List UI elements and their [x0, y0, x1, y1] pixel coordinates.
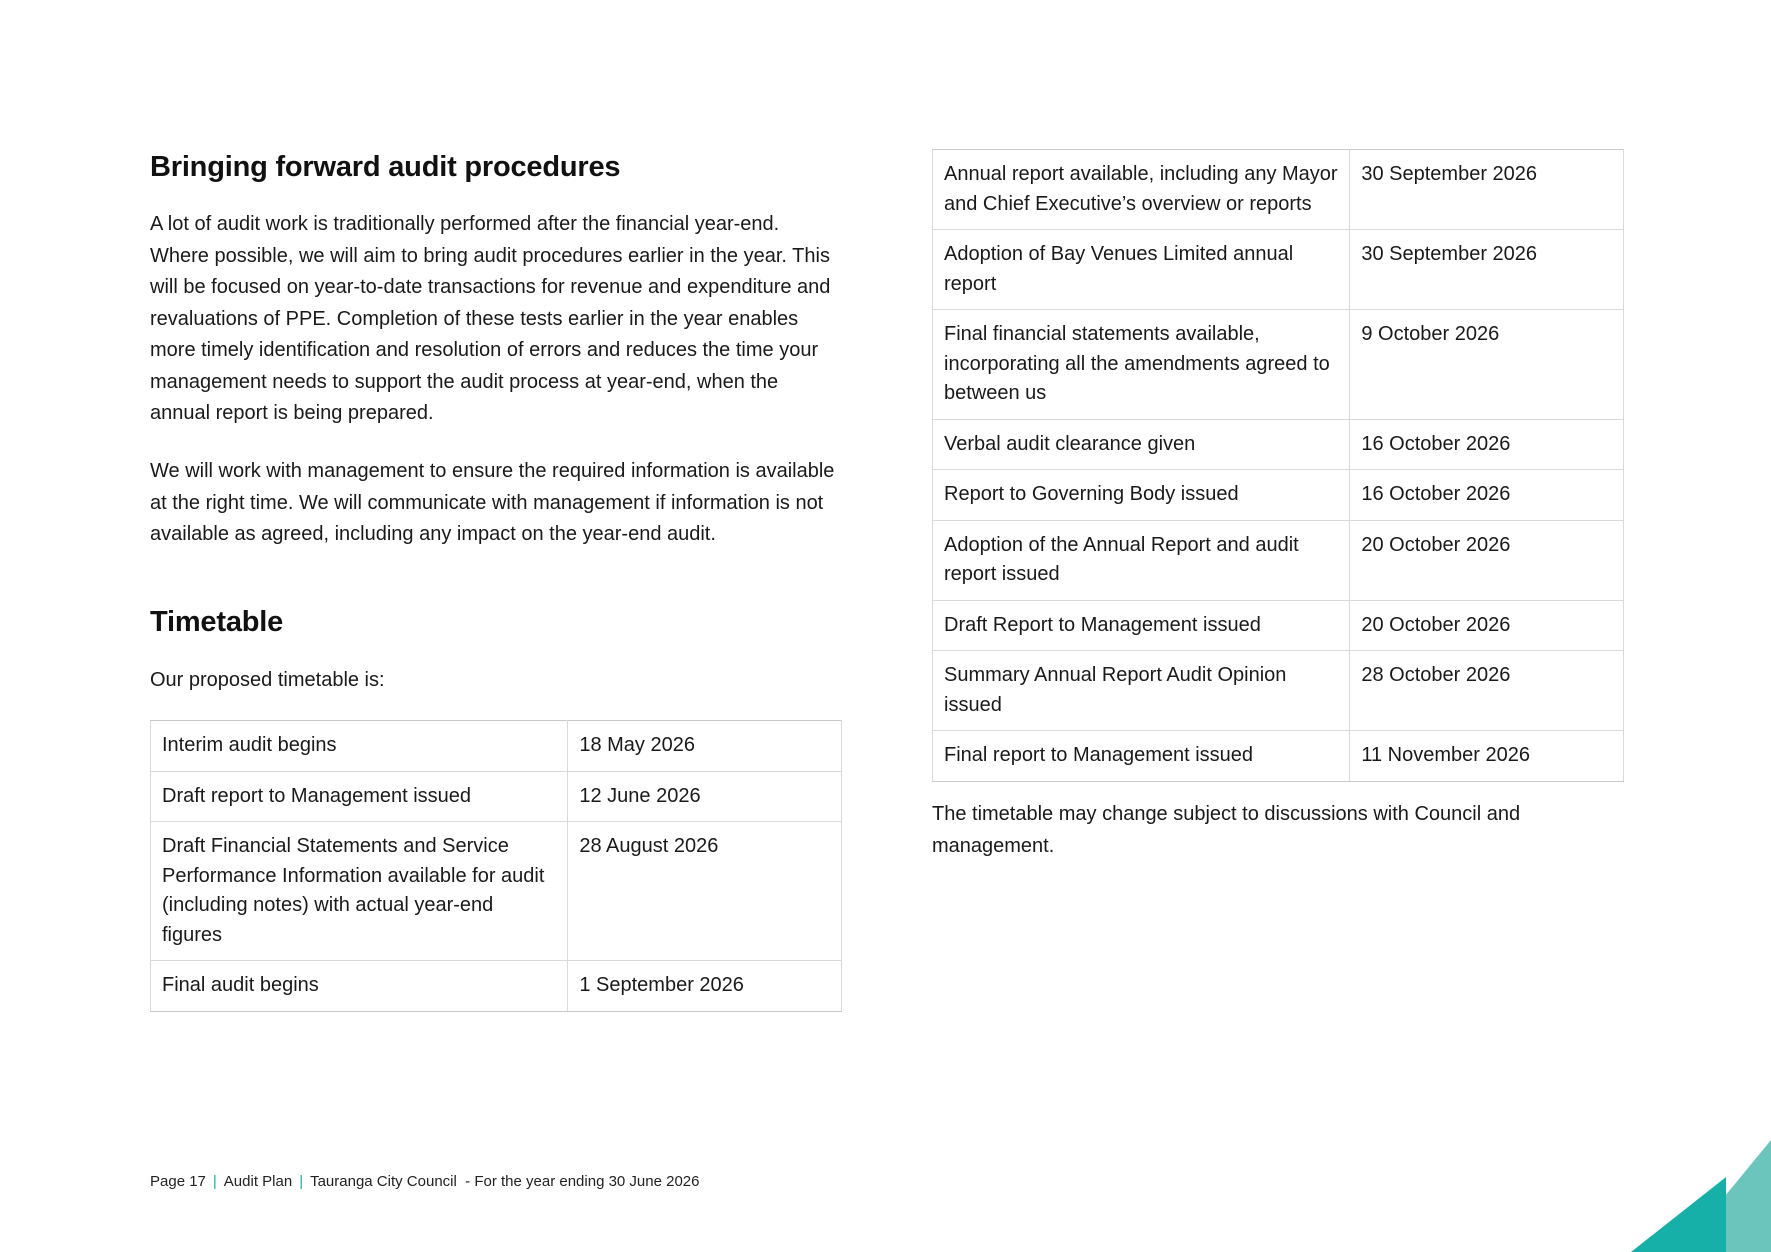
table-row	[933, 470, 1624, 521]
event-cell: Final financial statements available, incorporating all the amendments agreed to between us	[933, 310, 1350, 420]
event-cell: Annual report available, including any Mayor and Chief Executive’s overview or reports	[933, 150, 1350, 230]
table-row	[151, 771, 842, 822]
date-cell: 12 June 2026	[568, 771, 842, 822]
corner-triangle-dark	[1631, 1177, 1726, 1252]
event-cell: Adoption of Bay Venues Limited annual report	[933, 230, 1350, 310]
footer-separator: |	[299, 1173, 304, 1190]
timetable-table-left	[150, 720, 842, 1012]
event-cell: Final audit begins	[151, 961, 568, 1012]
event-cell: Draft Financial Statements and Service Performance Information available for audit (including notes) with actual year-end figures	[151, 822, 568, 961]
table-row	[933, 230, 1624, 310]
table-row	[151, 822, 842, 961]
event-cell: Report to Governing Body issued	[933, 470, 1350, 521]
date-cell: 28 October 2026	[1350, 651, 1624, 731]
event-cell: Final report to Management issued	[933, 731, 1350, 782]
date-cell: 11 November 2026	[1350, 731, 1624, 782]
footer-page-number: Page 17	[150, 1173, 206, 1190]
date-cell: 28 August 2026	[568, 822, 842, 961]
date-cell: 30 September 2026	[1350, 150, 1624, 230]
section-heading-timetable: Timetable	[150, 606, 284, 638]
table-row	[933, 310, 1624, 420]
event-cell: Draft report to Management issued	[151, 771, 568, 822]
page-footer	[150, 1173, 700, 1190]
footer-document-title: Audit Plan	[223, 1173, 293, 1190]
date-cell: 20 October 2026	[1350, 520, 1624, 600]
table-row	[151, 961, 842, 1012]
event-cell: Interim audit begins	[151, 721, 568, 772]
table-row	[933, 419, 1624, 470]
table-row	[933, 651, 1624, 731]
footer-separator: |	[212, 1173, 217, 1190]
event-cell: Adoption of the Annual Report and audit report issued	[933, 520, 1350, 600]
footer-entity: Tauranga City Council - For the year ending 30 June 2026	[310, 1173, 700, 1190]
timetable-note: The timetable may change subject to discussions with Council and management.	[932, 803, 1521, 857]
date-cell: 30 September 2026	[1350, 230, 1624, 310]
table-row	[933, 150, 1624, 230]
section-heading-bringing-forward: Bringing forward audit procedures	[150, 151, 621, 183]
table-row	[933, 520, 1624, 600]
date-cell: 9 October 2026	[1350, 310, 1624, 420]
event-cell: Summary Annual Report Audit Opinion issued	[933, 651, 1350, 731]
paragraph-management-info: We will work with management to ensure the required information is available at the right time. We will communicate with management if information is not available as agreed, including any impact on the year-end audit.	[150, 460, 835, 545]
date-cell: 16 October 2026	[1350, 419, 1624, 470]
table-row	[933, 600, 1624, 651]
event-cell: Draft Report to Management issued	[933, 600, 1350, 651]
date-cell: 18 May 2026	[568, 721, 842, 772]
table-row	[933, 731, 1624, 782]
timetable-intro: Our proposed timetable is:	[150, 669, 385, 691]
date-cell: 1 September 2026	[568, 961, 842, 1012]
event-cell: Verbal audit clearance given	[933, 419, 1350, 470]
timetable-table-right	[932, 149, 1624, 782]
paragraph-audit-procedures: A lot of audit work is traditionally performed after the financial year-end. Where possible, we will aim to bring audit procedures earlier in the year. This will be focused on year-to-date transactions for revenue and expenditure and revaluations of PPE. Completion of these tests earlier in the year enables more timely identification and resolution of errors and reduces the time your management needs to support the audit process at year-end, when the annual report is being prepared.	[150, 213, 831, 424]
date-cell: 16 October 2026	[1350, 470, 1624, 521]
table-row	[151, 721, 842, 772]
corner-triangle-decoration	[1631, 1140, 1771, 1252]
date-cell: 20 October 2026	[1350, 600, 1624, 651]
